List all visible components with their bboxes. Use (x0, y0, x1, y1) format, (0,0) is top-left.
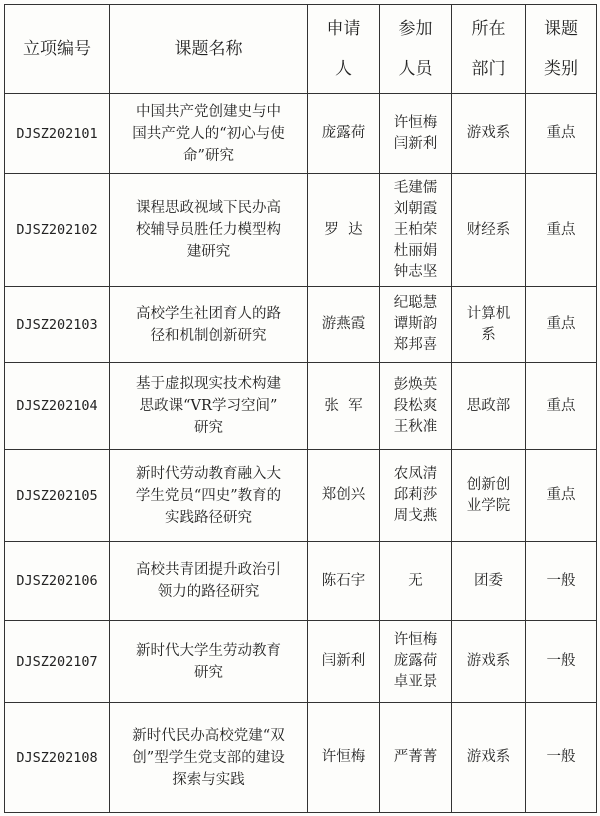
member-line: 纪聪慧 (393, 295, 438, 311)
category-cell: 一般 (526, 542, 597, 621)
project-title-line: 学生党员“四史”教育的 (135, 487, 282, 504)
table-row (5, 450, 597, 542)
project-title-line: 国共产党人的“初心与使 (132, 125, 285, 142)
members-cell (380, 94, 452, 174)
project-title-cell (110, 450, 308, 542)
dept-line: 团委 (474, 572, 503, 589)
project-title-line: 实践路径研究 (165, 509, 252, 526)
project-title-line: 新时代民办高校党建“双 (132, 727, 285, 744)
members-cell (380, 287, 452, 363)
table-row (5, 703, 597, 813)
table-row (5, 621, 597, 703)
project-table (4, 4, 597, 813)
member-line: 刘朝霞 (393, 200, 438, 217)
project-title-line: 新时代劳动教育融入大 (136, 465, 281, 482)
applicant-cell: 郑创兴 (308, 450, 380, 542)
applicant-cell: 庞露荷 (308, 94, 380, 174)
project-title-cell (110, 621, 308, 703)
member-line: 毛建儒 (393, 179, 438, 196)
project-title-line: 研究 (194, 664, 223, 681)
dept-line: 业学院 (466, 497, 511, 514)
member-line: 段松爽 (393, 397, 438, 414)
category-cell: 重点 (526, 287, 597, 363)
project-title-line: 课程思政视域下民办高 (136, 200, 281, 216)
members-cell (380, 703, 452, 813)
project-id-cell: DJSZ202103 (5, 287, 110, 363)
member-line: 王柏荣 (393, 221, 438, 238)
member-line: 闫新利 (393, 135, 438, 152)
applicant-cell: 张 军 (308, 363, 380, 450)
category-cell: 重点 (526, 363, 597, 450)
category-cell: 重点 (526, 174, 597, 287)
project-id-cell: DJSZ202101 (5, 94, 110, 174)
project-id-cell: DJSZ202105 (5, 450, 110, 542)
table-row (5, 542, 597, 621)
category-cell: 一般 (526, 703, 597, 813)
project-id-cell: DJSZ202102 (5, 174, 110, 287)
member-line: 许恒梅 (393, 114, 438, 131)
project-title-cell (110, 287, 308, 363)
member-line: 邱莉莎 (393, 487, 438, 503)
project-title-line: 中国共产党创建史与中 (136, 103, 281, 120)
dept-line: 游戏系 (466, 653, 511, 669)
header-applicant-line1: 申请 (326, 19, 361, 39)
member-line: 王秋准 (393, 418, 438, 435)
project-title-line: 探索与实践 (172, 771, 245, 788)
project-id-cell: DJSZ202107 (5, 621, 110, 703)
dept-cell (452, 621, 526, 703)
member-line: 庞露荷 (393, 653, 438, 669)
project-title-line: 校辅导员胜任力模型构 (136, 222, 281, 238)
dept-cell (452, 94, 526, 174)
member-line: 无 (408, 572, 423, 589)
dept-cell (452, 174, 526, 287)
project-title-cell (110, 94, 308, 174)
member-line: 谭斯韵 (393, 316, 438, 332)
applicant-cell: 罗 达 (308, 174, 380, 287)
applicant-cell: 游燕霞 (308, 287, 380, 363)
project-title-cell (110, 542, 308, 621)
category-cell: 一般 (526, 621, 597, 703)
table-row (5, 94, 597, 174)
header-category (526, 5, 597, 94)
applicant-cell: 陈石宇 (308, 542, 380, 621)
header-row (5, 5, 597, 94)
dept-line: 系 (481, 326, 496, 343)
header-members-line1: 参加 (398, 19, 433, 39)
dept-cell (452, 450, 526, 542)
dept-line: 思政部 (466, 397, 511, 414)
dept-line: 游戏系 (466, 125, 511, 141)
header-category-line1: 课题 (544, 19, 578, 39)
member-line: 郑邦喜 (393, 337, 438, 353)
member-line: 彭焕英 (393, 376, 438, 393)
project-title-line: 思政课“VR学习空间” (139, 398, 278, 414)
table-row (5, 174, 597, 287)
header-title: 课题名称 (110, 5, 308, 94)
member-line: 钟志坚 (393, 263, 438, 280)
project-title-line: 基于虚拟现实技术构建 (136, 376, 281, 392)
project-title-cell (110, 363, 308, 450)
project-title-line: 高校学生社团育人的路 (136, 305, 281, 322)
header-id: 立项编号 (5, 5, 110, 94)
header-applicant-line2: 人 (335, 59, 352, 79)
category-cell: 重点 (526, 94, 597, 174)
applicant-cell: 闫新利 (308, 621, 380, 703)
table-row (5, 287, 597, 363)
header-members (380, 5, 452, 94)
header-dept-line1: 所在 (471, 19, 506, 39)
project-title-cell (110, 703, 308, 813)
project-title-line: 高校共青团提升政治引 (136, 562, 281, 578)
project-id-cell: DJSZ202104 (5, 363, 110, 450)
member-line: 杜丽娟 (393, 242, 438, 259)
dept-line: 计算机 (466, 305, 511, 322)
project-title-cell (110, 174, 308, 287)
header-dept (452, 5, 526, 94)
project-title-line: 建研究 (186, 244, 231, 260)
dept-cell (452, 363, 526, 450)
members-cell (380, 450, 452, 542)
dept-cell (452, 703, 526, 813)
dept-line: 创新创 (466, 476, 511, 493)
dept-line: 财经系 (466, 221, 511, 238)
table-row (5, 363, 597, 450)
header-applicant (308, 5, 380, 94)
project-title-line: 径和机制创新研究 (150, 327, 267, 344)
member-line: 农凤清 (393, 466, 438, 482)
project-title-line: 创”型学生党支部的建设 (132, 749, 285, 766)
project-title-line: 新时代大学生劳动教育 (136, 642, 281, 659)
header-dept-line2: 部门 (471, 59, 506, 79)
dept-cell (452, 542, 526, 621)
members-cell (380, 542, 452, 621)
members-cell (380, 174, 452, 287)
members-cell (380, 621, 452, 703)
member-line: 卓亚景 (393, 674, 438, 690)
project-title-line: 命”研究 (183, 147, 234, 164)
members-cell (380, 363, 452, 450)
dept-line: 游戏系 (466, 749, 511, 765)
project-title-line: 研究 (194, 420, 223, 436)
member-line: 周戈燕 (393, 508, 438, 524)
project-id-cell: DJSZ202106 (5, 542, 110, 621)
dept-cell (452, 287, 526, 363)
header-category-line2: 类别 (544, 59, 578, 79)
applicant-cell: 许恒梅 (308, 703, 380, 813)
member-line: 严菁菁 (393, 749, 438, 765)
category-cell: 重点 (526, 450, 597, 542)
project-id-cell: DJSZ202108 (5, 703, 110, 813)
header-members-line2: 人员 (398, 59, 433, 79)
member-line: 许恒梅 (393, 632, 438, 648)
project-title-line: 领力的路径研究 (157, 584, 260, 600)
